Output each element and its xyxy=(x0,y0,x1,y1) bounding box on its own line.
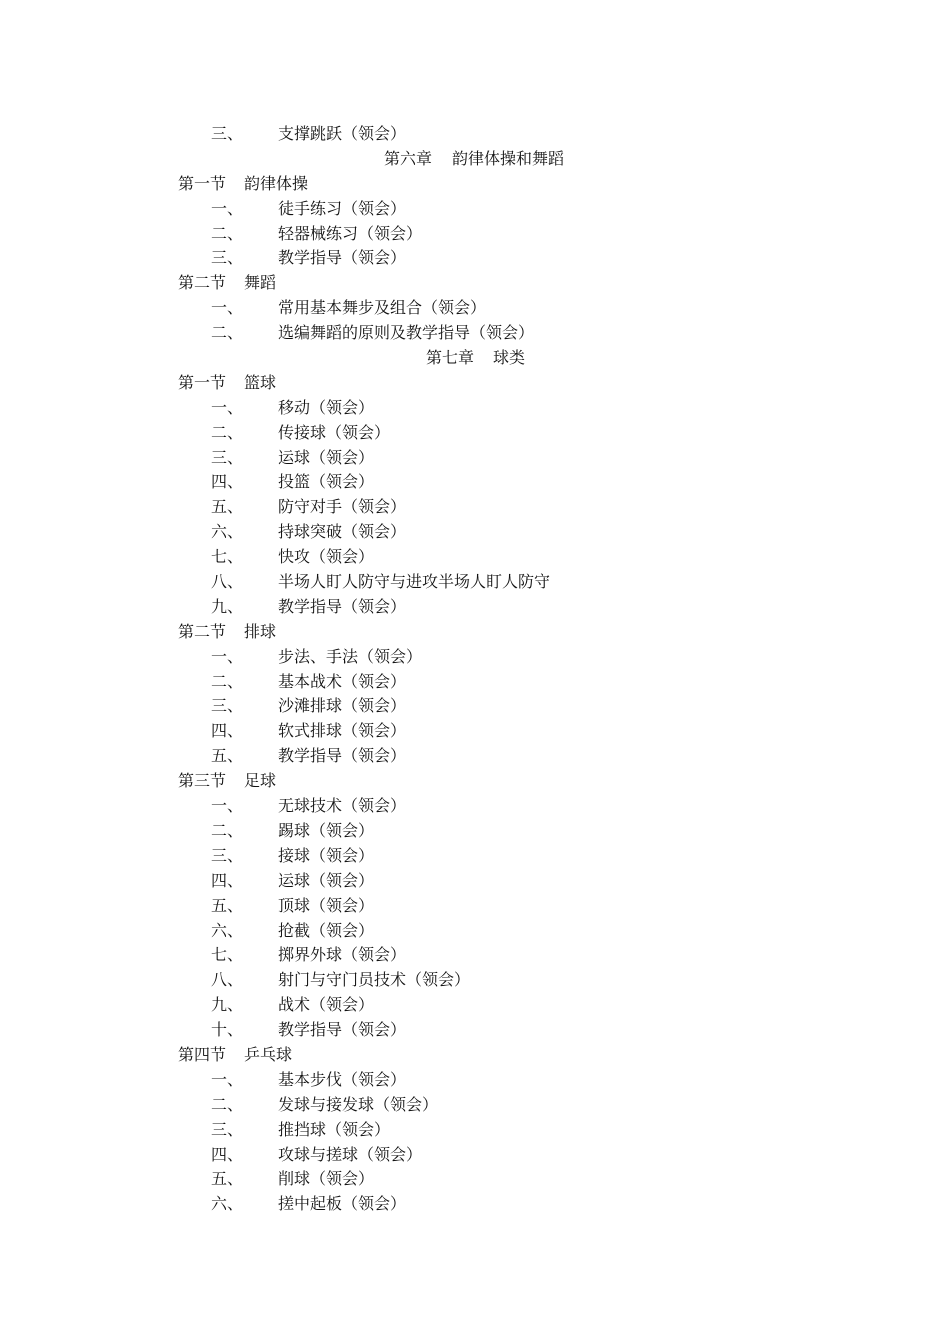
list-item xyxy=(0,968,950,993)
item-text: 顶球（领会） xyxy=(278,895,375,915)
item-text: 踢球（领会） xyxy=(278,820,375,840)
item-number: 一、 xyxy=(211,198,244,218)
item-number: 八、 xyxy=(211,572,244,592)
list-item xyxy=(0,869,950,894)
section-title: 足球 xyxy=(244,771,277,791)
list-item xyxy=(0,222,950,247)
item-text: 防守对手（领会） xyxy=(278,497,407,517)
list-item xyxy=(0,570,950,595)
list-item xyxy=(0,694,950,719)
list-item xyxy=(0,1143,950,1168)
list-item xyxy=(0,470,950,495)
item-number: 三、 xyxy=(211,845,244,865)
section-title: 舞蹈 xyxy=(244,273,277,293)
item-text: 削球（领会） xyxy=(278,1169,375,1189)
section-number: 第四节 xyxy=(178,1044,227,1064)
item-number: 二、 xyxy=(211,671,244,691)
chapter-number: 第六章 xyxy=(384,148,433,168)
item-number: 一、 xyxy=(211,1069,244,1089)
item-number: 五、 xyxy=(211,746,244,766)
section-title: 乒乓球 xyxy=(244,1044,293,1064)
item-number: 二、 xyxy=(211,422,244,442)
item-number: 五、 xyxy=(211,895,244,915)
item-text: 攻球与搓球（领会） xyxy=(278,1144,423,1164)
item-number: 四、 xyxy=(211,472,244,492)
item-text: 常用基本舞步及组合（领会） xyxy=(278,298,487,318)
section-number: 第二节 xyxy=(178,621,227,641)
section-heading xyxy=(0,1043,950,1068)
list-item xyxy=(0,1192,950,1217)
list-item xyxy=(0,421,950,446)
list-item xyxy=(0,495,950,520)
chapter-title: 球类 xyxy=(493,348,526,368)
section-heading xyxy=(0,769,950,794)
item-text: 步法、手法（领会） xyxy=(278,646,423,666)
list-item xyxy=(0,819,950,844)
list-item xyxy=(0,595,950,620)
chapter-heading xyxy=(0,346,950,371)
item-text: 掷界外球（领会） xyxy=(278,945,407,965)
section-title: 篮球 xyxy=(244,372,277,392)
item-number: 六、 xyxy=(211,1194,244,1214)
item-number: 三、 xyxy=(211,248,244,268)
chapter-heading xyxy=(0,147,950,172)
list-item xyxy=(0,396,950,421)
item-number: 一、 xyxy=(211,397,244,417)
item-text: 发球与接发球（领会） xyxy=(278,1094,439,1114)
section-number: 第一节 xyxy=(178,372,227,392)
item-number: 七、 xyxy=(211,547,244,567)
item-text: 战术（领会） xyxy=(278,995,375,1015)
item-text: 快攻（领会） xyxy=(278,547,375,567)
list-item xyxy=(0,296,950,321)
item-number: 九、 xyxy=(211,995,244,1015)
list-item xyxy=(0,1068,950,1093)
section-title: 韵律体操 xyxy=(244,173,309,193)
item-number: 九、 xyxy=(211,596,244,616)
list-item xyxy=(0,545,950,570)
item-text: 搓中起板（领会） xyxy=(278,1194,407,1214)
item-number: 三、 xyxy=(211,124,244,143)
list-item xyxy=(0,794,950,819)
item-text: 无球技术（领会） xyxy=(278,796,407,816)
list-item xyxy=(0,719,950,744)
item-number: 二、 xyxy=(211,1094,244,1114)
item-number: 四、 xyxy=(211,1144,244,1164)
item-text: 教学指导（领会） xyxy=(278,248,407,268)
item-text: 选编舞蹈的原则及教学指导（领会） xyxy=(278,323,535,343)
item-number: 一、 xyxy=(211,796,244,816)
chapter-number: 第七章 xyxy=(426,348,475,368)
section-heading xyxy=(0,371,950,396)
section-number: 第三节 xyxy=(178,771,227,791)
list-item xyxy=(0,446,950,471)
list-item xyxy=(0,321,950,346)
item-text: 射门与守门员技术（领会） xyxy=(278,970,471,990)
list-item xyxy=(0,1018,950,1043)
item-text: 基本步伐（领会） xyxy=(278,1069,407,1089)
list-item xyxy=(0,744,950,769)
list-item xyxy=(0,670,950,695)
list-item xyxy=(0,520,950,545)
item-number: 六、 xyxy=(211,522,244,542)
item-text: 徒手练习（领会） xyxy=(278,198,407,218)
item-text: 抢截（领会） xyxy=(278,920,375,940)
item-text: 接球（领会） xyxy=(278,845,375,865)
item-number: 八、 xyxy=(211,970,244,990)
section-number: 第二节 xyxy=(178,273,227,293)
item-text: 运球（领会） xyxy=(278,870,375,890)
item-number: 四、 xyxy=(211,870,244,890)
chapter-title: 韵律体操和舞蹈 xyxy=(452,148,565,168)
item-number: 五、 xyxy=(211,1169,244,1189)
item-text: 轻器械练习（领会） xyxy=(278,223,423,243)
list-item xyxy=(0,1093,950,1118)
list-item xyxy=(0,197,950,222)
list-item xyxy=(0,919,950,944)
section-heading xyxy=(0,271,950,296)
item-text: 传接球（领会） xyxy=(278,422,391,442)
list-item xyxy=(0,894,950,919)
item-number: 三、 xyxy=(211,447,244,467)
item-number: 四、 xyxy=(211,721,244,741)
item-number: 二、 xyxy=(211,323,244,343)
item-text: 持球突破（领会） xyxy=(278,522,407,542)
list-item xyxy=(0,122,950,147)
item-text: 软式排球（领会） xyxy=(278,721,407,741)
section-heading xyxy=(0,172,950,197)
item-number: 三、 xyxy=(211,1119,244,1139)
item-text: 教学指导（领会） xyxy=(278,1020,407,1040)
section-number: 第一节 xyxy=(178,173,227,193)
item-number: 三、 xyxy=(211,696,244,716)
item-text: 投篮（领会） xyxy=(278,472,375,492)
item-text: 基本战术（领会） xyxy=(278,671,407,691)
item-text: 移动（领会） xyxy=(278,397,375,417)
item-number: 一、 xyxy=(211,298,244,318)
list-item xyxy=(0,993,950,1018)
list-item xyxy=(0,1118,950,1143)
item-number: 十、 xyxy=(211,1020,244,1040)
item-text: 支撑跳跃（领会） xyxy=(278,124,407,143)
item-text: 教学指导（领会） xyxy=(278,746,407,766)
syllabus-document xyxy=(0,122,950,1217)
item-number: 二、 xyxy=(211,820,244,840)
list-item xyxy=(0,645,950,670)
list-item xyxy=(0,844,950,869)
item-text: 运球（领会） xyxy=(278,447,375,467)
item-text: 推挡球（领会） xyxy=(278,1119,391,1139)
section-heading xyxy=(0,620,950,645)
item-text: 沙滩排球（领会） xyxy=(278,696,407,716)
section-title: 排球 xyxy=(244,621,277,641)
item-number: 一、 xyxy=(211,646,244,666)
item-number: 五、 xyxy=(211,497,244,517)
list-item xyxy=(0,943,950,968)
list-item xyxy=(0,1167,950,1192)
list-item xyxy=(0,246,950,271)
item-number: 七、 xyxy=(211,945,244,965)
item-text: 半场人盯人防守与进攻半场人盯人防守 xyxy=(278,572,551,592)
item-number: 二、 xyxy=(211,223,244,243)
item-number: 六、 xyxy=(211,920,244,940)
item-text: 教学指导（领会） xyxy=(278,596,407,616)
